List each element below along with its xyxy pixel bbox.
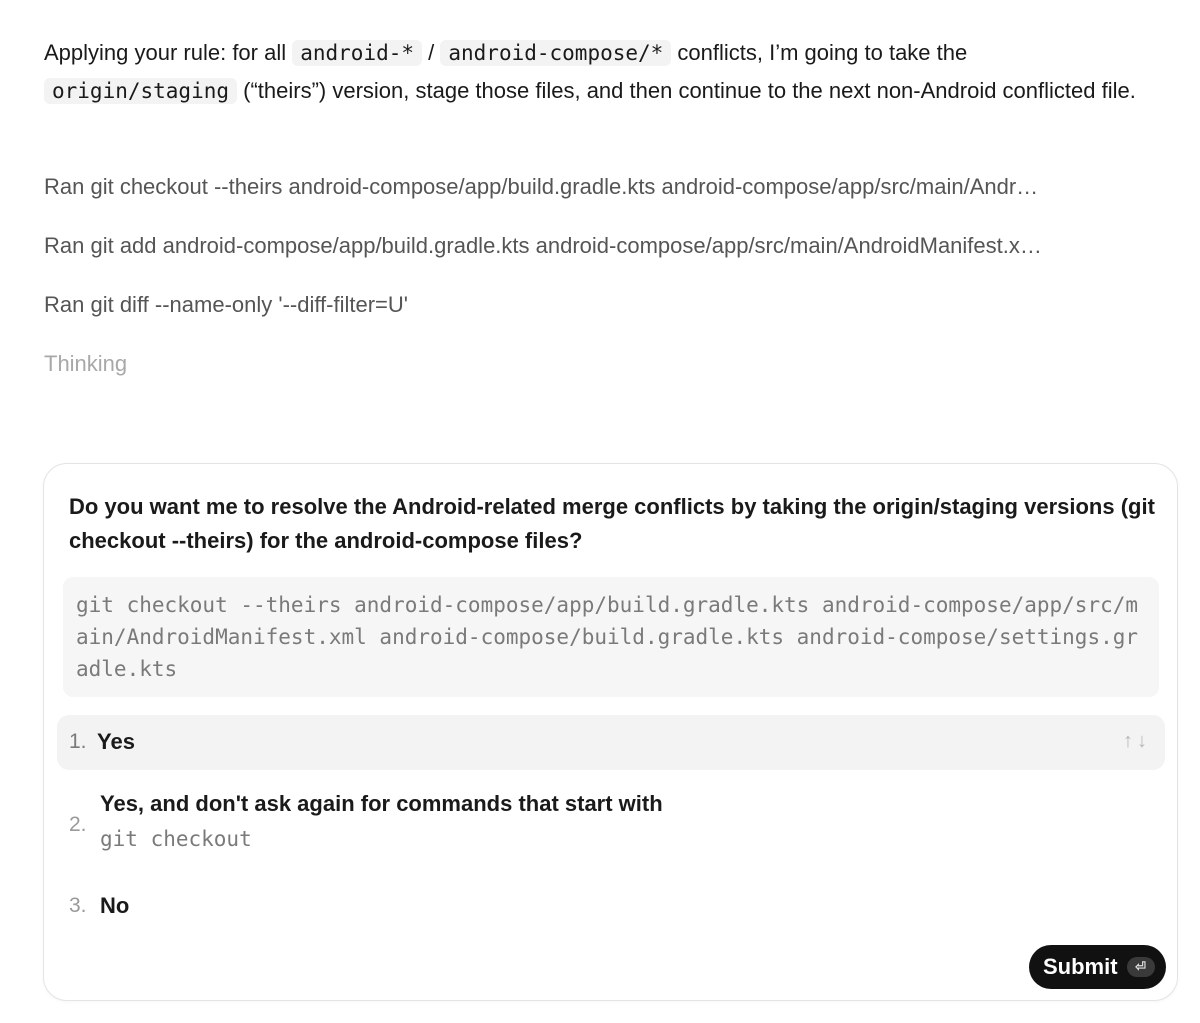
intro-paragraph (44, 34, 1164, 110)
action-log-diff[interactable]: Ran git diff --name-only '--diff-filter=U' (44, 292, 408, 317)
enter-key-icon: ⏎ (1127, 957, 1155, 977)
option-label: Yes, and don't ask again for commands that start with (100, 791, 663, 816)
option-label: No (100, 893, 130, 918)
approval-card (43, 463, 1178, 1001)
action-log-add[interactable]: Ran git add android-compose/app/build.gradle.kts android-compose/app/src/main/AndroidManifest.x… (44, 233, 1042, 258)
option-yes-dont-ask-again[interactable] (57, 789, 1165, 859)
inline-code: android-* (292, 40, 422, 66)
option-number: 2. (69, 813, 87, 836)
inline-code: android-compose/* (440, 40, 671, 66)
action-log-checkout[interactable]: Ran git checkout --theirs android-compose/app/build.gradle.kts android-compose/app/src/main/Andr… (44, 174, 1039, 199)
option-no[interactable] (57, 890, 1165, 922)
intro-text: / (422, 40, 441, 65)
submit-label: Submit (1043, 954, 1118, 979)
intro-text: (“theirs”) version, stage those files, and then continue to the next non-Android conflicted file. (237, 78, 1136, 103)
inline-code: origin/staging (44, 78, 237, 104)
option-command-prefix: git checkout (100, 827, 252, 851)
option-yes[interactable] (57, 715, 1165, 770)
thinking-status: Thinking (44, 351, 128, 376)
approval-question: Do you want me to resolve the Android-related merge conflicts by taking the origin/staging versions (git checkout --theirs) for the android-compose files? (69, 494, 1155, 553)
option-number: 3. (69, 894, 87, 917)
up-down-arrows-icon: ↑↓ (1123, 730, 1151, 752)
option-number: 1. (69, 730, 87, 753)
assistant-message (44, 34, 1164, 110)
command-preview: git checkout --theirs android-compose/app/build.gradle.kts android-compose/app/src/main/AndroidManifest.xml android-compose/build.gradle.kts android-compose/settings.gradle.kts (63, 577, 1159, 697)
intro-text: Applying your rule: for all (44, 40, 293, 65)
intro-text: conflicts, I’m going to take the (671, 40, 968, 65)
submit-button[interactable] (1029, 945, 1166, 989)
option-label: Yes (97, 729, 135, 754)
